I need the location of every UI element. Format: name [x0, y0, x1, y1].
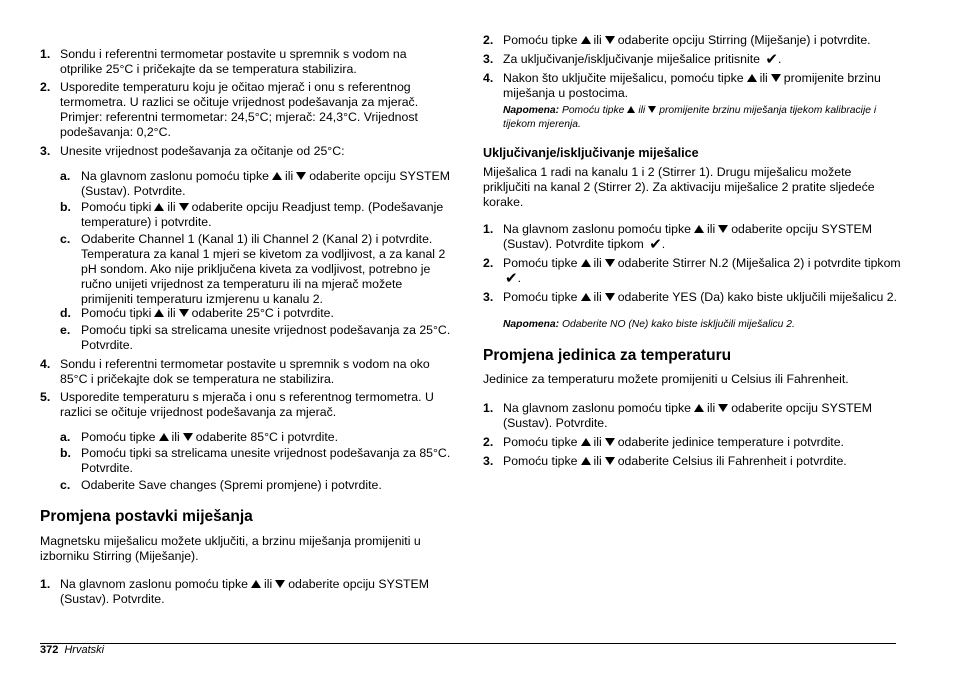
footer-divider: [40, 643, 896, 644]
up-arrow-key-icon: [251, 580, 261, 588]
item-number: 2.: [483, 256, 494, 270]
paragraph: Jedinice za temperaturu možete promijeniti u Celsius ili Fahrenheit.: [483, 372, 849, 386]
item-number: 1.: [40, 577, 51, 591]
up-arrow-key-icon: [154, 203, 164, 211]
page-number: 372: [40, 644, 59, 656]
item-letter: a.: [60, 169, 71, 183]
item-number: 2.: [483, 435, 494, 449]
item-number: 3.: [483, 52, 494, 66]
down-arrow-key-icon: [179, 203, 189, 211]
up-arrow-key-icon: [694, 225, 704, 233]
up-arrow-key-icon: [159, 433, 169, 441]
up-arrow-key-icon: [747, 74, 757, 82]
item-text: Na glavnom zaslonu pomoću tipke ili odaberite opciju SYSTEM (Sustav). Potvrdite tipkom ✔.: [503, 222, 872, 253]
item-text: Pomoću tipke ili odaberite jedinice temperature i potvrdite.: [503, 435, 844, 449]
paragraph: Magnetsku miješalicu možete uključiti, a brzinu miješanja promijeniti u izborniku Stirring (Miješanje).: [40, 534, 421, 563]
section-heading: Promjena jedinica za temperaturu: [483, 347, 732, 364]
up-arrow-key-icon: [154, 309, 164, 317]
up-arrow-key-icon: [581, 293, 591, 301]
item-letter: a.: [60, 430, 71, 444]
down-arrow-key-icon: [605, 457, 615, 465]
note: Napomena: Pomoću tipke ili promijenite brzinu miješanja tijekom kalibracije i tijekom mjerenja.: [503, 105, 877, 130]
item-number: 4.: [483, 71, 494, 85]
item-text: Na glavnom zaslonu pomoću tipke ili odaberite opciju SYSTEM (Sustav). Potvrdite.: [503, 401, 872, 430]
item-text: Pomoću tipki sa strelicama unesite vrijednost podešavanja za 85°C. Potvrdite.: [81, 446, 451, 475]
item-text: Pomoću tipki ili odaberite opciju Readjust temp. (Podešavanje temperature) i potvrdite.: [81, 200, 444, 229]
up-arrow-key-icon: [581, 36, 591, 44]
item-text: Pomoću tipke ili odaberite opciju Stirring (Miješanje) i potvrdite.: [503, 33, 871, 47]
item-number: 2.: [483, 33, 494, 47]
item-text: Odaberite Channel 1 (Kanal 1) ili Channel 2 (Kanal 2) i potvrdite. Temperatura za kanal 1 mjeri se kivetom za vodljivost, a za kanal 2 pH sondom. Ako nije priključena kiveta za vodljivost, potrebno je ručno unijeti vrijednost za temperaturu ili na mjerač možete primijeniti temperaturu izmjerenu u kanalu 2.: [81, 232, 446, 306]
footer-language: Hrvatski: [64, 644, 105, 656]
item-text: Sondu i referentni termometar postavite u spremnik s vodom na otprilike 25°C i pričekajte da se temperatura stabilizira.: [60, 47, 407, 76]
item-text: Pomoću tipke ili odaberite YES (Da) kako biste uključili miješalicu 2.: [503, 290, 898, 304]
paragraph: Miješalica 1 radi na kanalu 1 i 2 (Stirrer 1). Drugu miješalicu možete priključiti na kanal 2 (Stirrer 2). Za aktivaciju miješalice 2 pratite sljedeće korake.: [483, 165, 875, 209]
up-arrow-key-icon: [581, 438, 591, 446]
down-arrow-key-icon: [718, 225, 728, 233]
item-number: 5.: [40, 390, 51, 404]
checkmark-icon: ✔: [649, 235, 662, 253]
item-letter: c.: [60, 232, 71, 246]
down-arrow-key-icon: [296, 172, 306, 180]
down-arrow-key-icon: [179, 309, 189, 317]
checkmark-icon: ✔: [765, 50, 778, 68]
item-text: Unesite vrijednost podešavanja za očitanje od 25°C:: [60, 144, 345, 158]
item-letter: c.: [60, 478, 71, 492]
item-number: 2.: [40, 80, 51, 94]
item-text: Sondu i referentni termometar postavite u spremnik s vodom na oko 85°C i pričekajte dok se temperatura ne stabilizira.: [60, 357, 430, 386]
down-arrow-key-icon: [648, 106, 656, 113]
item-number: 1.: [483, 222, 494, 236]
up-arrow-key-icon: [581, 457, 591, 465]
item-number: 3.: [483, 454, 494, 468]
item-number: 1.: [40, 47, 51, 61]
item-text: Nakon što uključite miješalicu, pomoću tipke ili promijenite brzinu miješanja u postocima.: [503, 71, 881, 100]
item-text: Pomoću tipke ili odaberite Stirrer N.2 (Miješalica 2) i potvrdite tipkom ✔.: [503, 256, 901, 287]
up-arrow-key-icon: [272, 172, 282, 180]
item-text: Usporedite temperaturu s mjerača i onu s referentnog termometra. U razlici se očituje vrijednost podešavanja za mjerač.: [60, 390, 434, 419]
subsection-heading: Uključivanje/isključivanje miješalice: [483, 146, 699, 160]
item-text: Pomoću tipki ili odaberite 25°C i potvrdite.: [81, 306, 334, 320]
item-number: 3.: [483, 290, 494, 304]
item-text: Odaberite Save changes (Spremi promjene) i potvrdite.: [81, 478, 382, 492]
item-number: 1.: [483, 401, 494, 415]
down-arrow-key-icon: [605, 36, 615, 44]
item-text: Pomoću tipke ili odaberite Celsius ili Fahrenheit i potvrdite.: [503, 454, 847, 468]
up-arrow-key-icon: [581, 259, 591, 267]
down-arrow-key-icon: [605, 293, 615, 301]
down-arrow-key-icon: [605, 438, 615, 446]
down-arrow-key-icon: [605, 259, 615, 267]
item-letter: d.: [60, 306, 71, 320]
down-arrow-key-icon: [771, 74, 781, 82]
item-letter: e.: [60, 323, 71, 337]
checkmark-icon: ✔: [505, 269, 518, 287]
item-text: Na glavnom zaslonu pomoću tipke ili odaberite opciju SYSTEM (Sustav). Potvrdite.: [81, 169, 450, 198]
down-arrow-key-icon: [275, 580, 285, 588]
item-number: 4.: [40, 357, 51, 371]
down-arrow-key-icon: [718, 404, 728, 412]
section-heading: Promjena postavki miješanja: [40, 508, 253, 525]
item-letter: b.: [60, 200, 71, 214]
item-number: 3.: [40, 144, 51, 158]
item-text: Pomoću tipke ili odaberite 85°C i potvrdite.: [81, 430, 339, 444]
item-text: Pomoću tipki sa strelicama unesite vrijednost podešavanja za 25°C. Potvrdite.: [81, 323, 451, 352]
note: Napomena: Odaberite NO (Ne) kako biste isključili miješalicu 2.: [503, 319, 795, 330]
up-arrow-key-icon: [627, 106, 635, 113]
item-letter: b.: [60, 446, 71, 460]
down-arrow-key-icon: [183, 433, 193, 441]
page-footer: [40, 644, 104, 657]
item-text: Usporedite temperaturu koju je očitao mjerač i onu s referentnog termometra. U razlici se očituje vrijednost podešavanja za mjerač. Primjer: referentni termometar: 24,5°C; mjerač: 24,3°C. Vrijednost podešavanja: 0,2°C.: [60, 80, 419, 139]
up-arrow-key-icon: [694, 404, 704, 412]
item-text: Za uključivanje/isključivanje miješalice pritisnite ✔.: [503, 50, 782, 68]
item-text: Na glavnom zaslonu pomoću tipke ili odaberite opciju SYSTEM (Sustav). Potvrdite.: [60, 577, 429, 606]
